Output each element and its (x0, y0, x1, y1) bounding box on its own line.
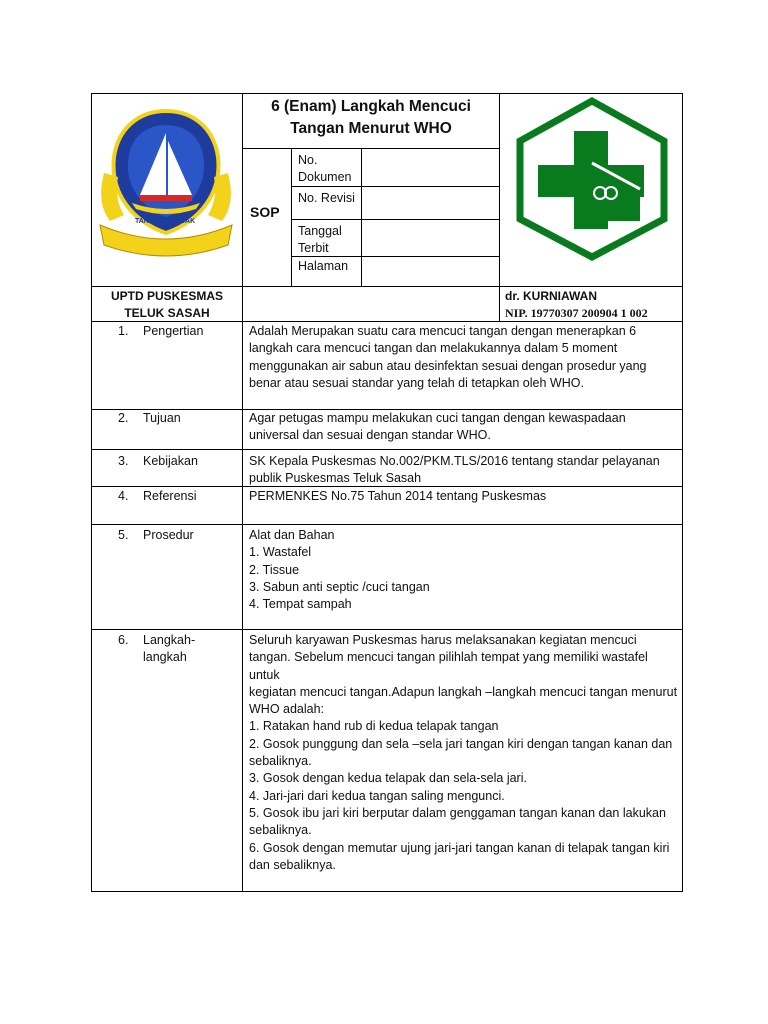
document-title: 6 (Enam) Langkah Mencuci Tangan Menurut WHO (271, 98, 471, 137)
left-logo (96, 103, 236, 259)
puskesmas-logo (512, 97, 672, 261)
row-content: SK Kepala Puskesmas No.002/PKM.TLS/2016 tentang standar pelayanan publik Puskesmas Teluk Sasah (249, 454, 660, 486)
row-number: 5. (118, 528, 129, 542)
row-number: 1. (118, 324, 129, 338)
unit-name: UPTD PUSKESMAS TELUK SASAH (110, 289, 223, 320)
field-no-revisi: No. Revisi (298, 191, 355, 205)
row-label: Langkah- langkah (143, 633, 196, 664)
row-content: Alat dan Bahan 1. Wastafel 2. Tissue 3. Sabun anti septic /cuci tangan 4. Tempat sampah (249, 528, 430, 612)
row-label: Tujuan (143, 411, 181, 425)
field-halaman: Halaman (298, 259, 349, 273)
row-label: Referensi (143, 489, 197, 503)
row-content: Agar petugas mampu melakukan cuci tangan dengan kewaspadaan universal dan sesuai dengan standar WHO. (249, 411, 626, 443)
row-content: Seluruh karyawan Puskesmas harus melaksanakan kegiatan mencuci tangan. Sebelum mencuci tangan pilihlah tempat yang memiliki wastafel untuk kegiatan mencuci tangan.Adapun langkah –langkah mencuci tangan menurut WHO adalah: 1. Ratakan hand rub di kedua telapak tangan 2. Gosok punggung dan sela –sela jari tangan kiri dengan tangan kanan dan sebaliknya. 3. Gosok dengan kedua telapak dan sela-sela jari. 4. Jari-jari dari kedua tangan saling mengunci. 5. Gosok ibu jari kiri berputar dalam genggaman tangan kanan dan lakukan sebaliknya. 6. Gosok dengan memutar ujung jari-jari tangan kanan di telapak tangan kiri dan sebaliknya. (249, 633, 678, 872)
row-label: Prosedur (143, 528, 194, 542)
row-label: Kebijakan (143, 454, 198, 468)
row-number: 2. (118, 411, 129, 425)
field-no-dokumen: No. Dokumen (298, 153, 352, 184)
row-content: PERMENKES No.75 Tahun 2014 tentang Puskesmas (249, 489, 547, 503)
official-name: dr. KURNIAWAN (505, 289, 598, 303)
row-number: 3. (118, 454, 129, 468)
row-number: 4. (118, 489, 129, 503)
left-logo-motto: TAK BERGANJAK (135, 218, 196, 225)
sop-label: SOP (250, 204, 280, 220)
row-number: 6. (118, 633, 129, 647)
field-tanggal-terbit: Tanggal Terbit (298, 224, 342, 255)
row-label: Pengertian (143, 324, 204, 338)
row-content: Adalah Merupakan suatu cara mencuci tangan dengan menerapkan 6 langkah cara mencuci tangan dan melakukannya dalam 5 moment menggunakan air sabun atau desinfektan sesuai dengan prosedur yang benar atau sesuai standar yang telah di tetapkan oleh WHO. (249, 324, 647, 390)
official-nip: NIP. 19770307 200904 1 002 (505, 306, 648, 320)
